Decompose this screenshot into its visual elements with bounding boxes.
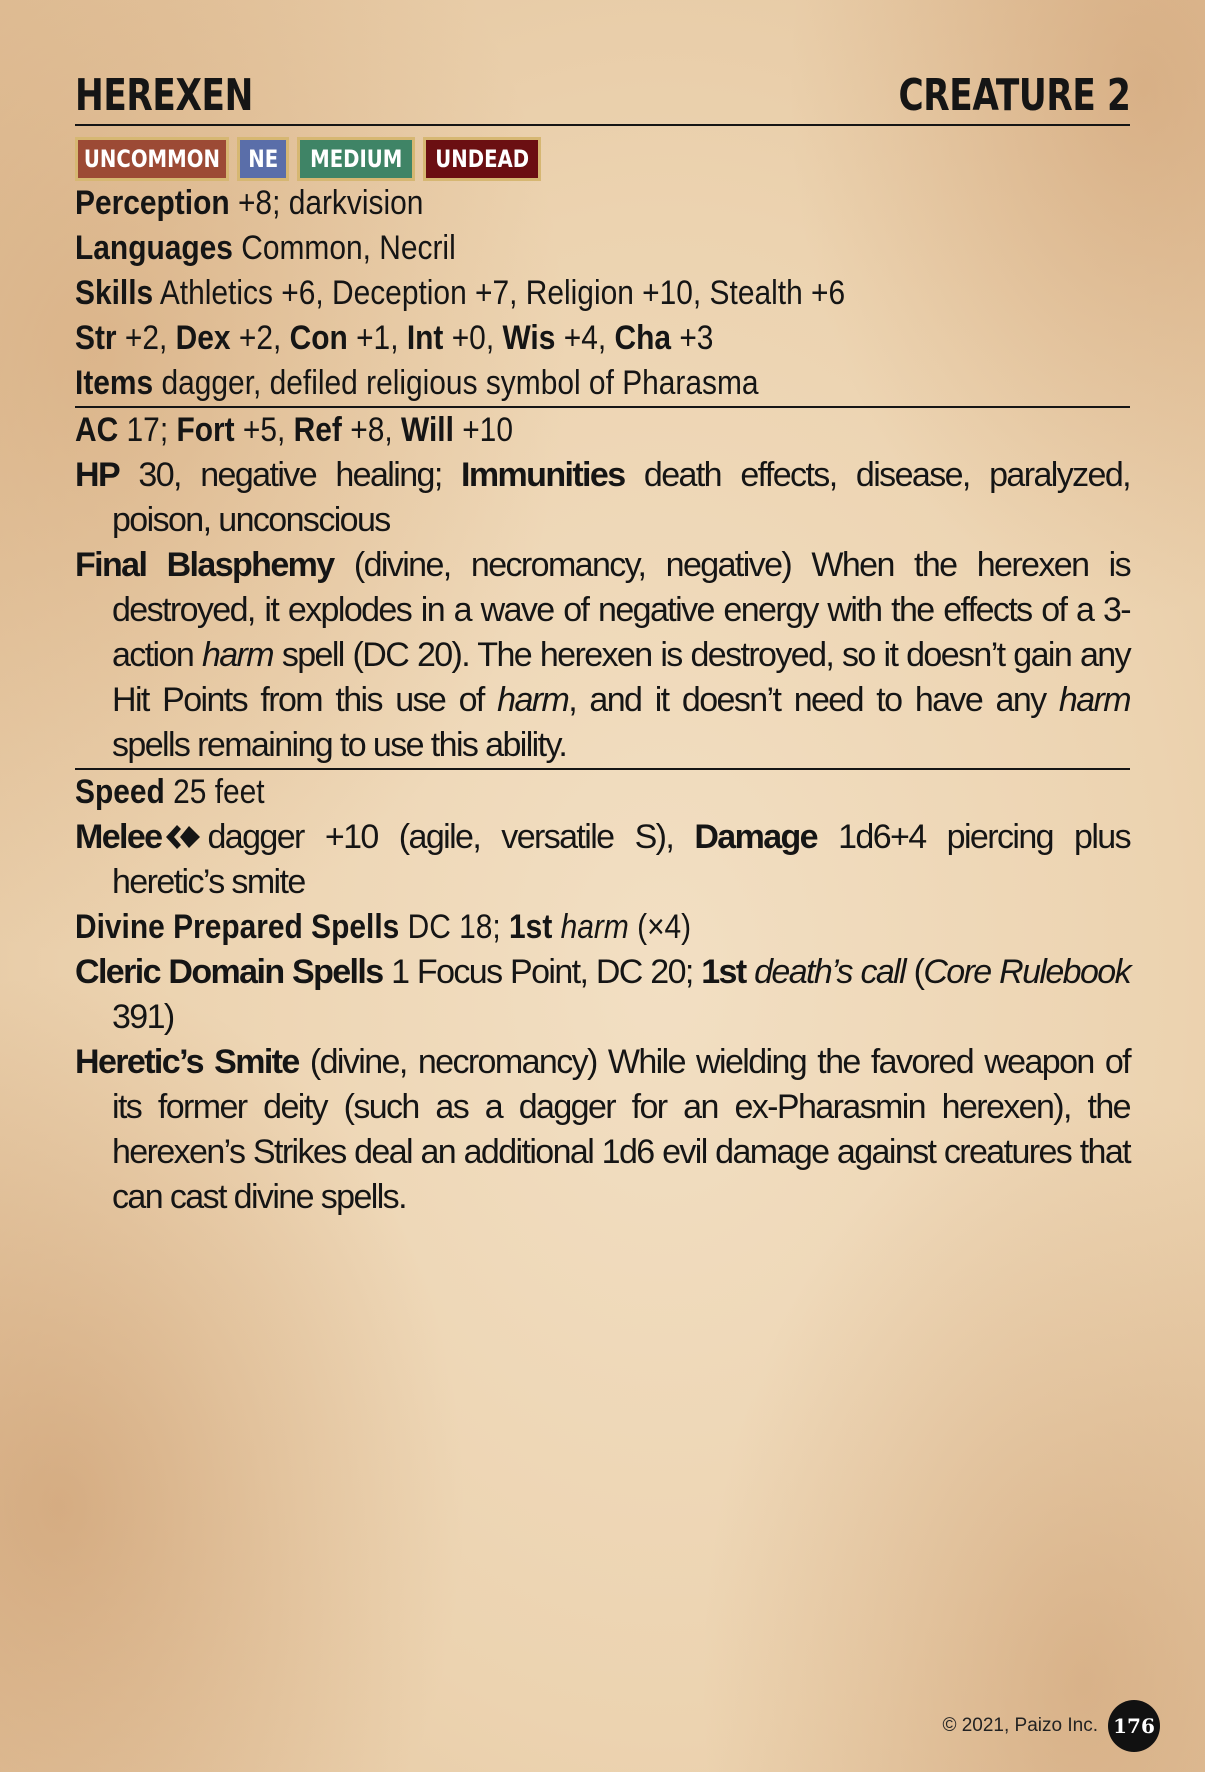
skills-line: Skills Athletics +6, Deception +7, Religion +10, Stealth +6 <box>75 274 846 312</box>
trait-alignment: NE <box>237 137 289 181</box>
speed-line: Speed 25 feet <box>75 773 265 811</box>
ability-scores-line: Str +2, Dex +2, Con +1, Int +0, Wis +4, Cha +3 <box>75 319 714 357</box>
perception-line: Perception +8; darkvision <box>75 184 424 222</box>
trait-size: MEDIUM <box>297 137 415 181</box>
trait-list <box>75 137 1130 181</box>
divine-spells-line: Divine Prepared Spells DC 18; 1st harm (×4) <box>75 908 692 946</box>
defense-line: AC 17; Fort +5, Ref +8, Will +10 <box>75 411 513 449</box>
single-action-icon <box>166 822 200 852</box>
copyright-notice: © 2021, Paizo Inc. <box>942 1715 1098 1736</box>
hp-entry: HP 30, negative healing; Immunities death effects, disease, paralyzed, poison, unconscious <box>75 456 1130 539</box>
items-line: Items dagger, defiled religious symbol of Pharasma <box>75 364 759 402</box>
creature-name: HEREXEN <box>75 70 253 121</box>
trait-uncommon: UNCOMMON <box>75 137 229 181</box>
trait-undead: UNDEAD <box>423 137 541 181</box>
melee-entry: Melee dagger +10 (agile, versatile S), Damage 1d6+4 piercing plus heretic’s smite <box>75 818 1130 901</box>
page-number-badge: 176 <box>1108 1700 1160 1752</box>
page-footer <box>942 1700 1160 1752</box>
cleric-spells-entry: Cleric Domain Spells 1 Focus Point, DC 20; 1st death’s call (Core Rulebook 391) <box>75 953 1130 1036</box>
final-blasphemy-entry: Final Blasphemy (divine, necromancy, negative) When the herexen is destroyed, it explodes in a wave of negative energy with the effects of a 3-action harm spell (DC 20). The herexen is destroyed, so it doesn’t gain any Hit Points from this use of harm, and it doesn’t need to have any harm spells remaining to use this ability. <box>75 546 1130 764</box>
languages-line: Languages Common, Necril <box>75 229 456 267</box>
creature-level: CREATURE 2 <box>897 70 1130 121</box>
stat-block <box>75 66 1130 1220</box>
heretics-smite-entry: Heretic’s Smite (divine, necromancy) While wielding the favored weapon of its former deity (such as a dagger for an ex-Pharasmin herexen), the herexen’s Strikes deal an additional 1d6 evil damage against creatures that can cast divine spells. <box>75 1043 1130 1216</box>
title-row <box>75 66 1130 126</box>
